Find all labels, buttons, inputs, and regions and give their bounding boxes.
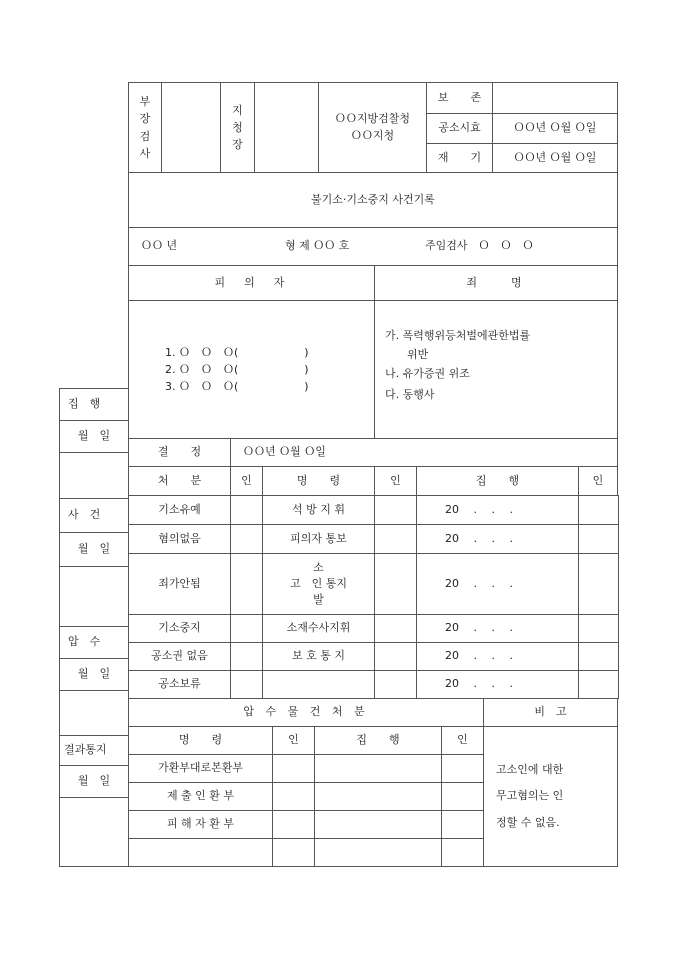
side-blank bbox=[59, 797, 129, 867]
side-execution: 집 행 bbox=[59, 388, 129, 421]
limitation-value: ＯＯ년 Ｏ월 Ｏ일 bbox=[492, 113, 618, 144]
seized-seal-header: 인 bbox=[272, 726, 315, 755]
disposition-execution-cell: 20 . . . bbox=[416, 524, 579, 554]
suspects-header: 피 의 자 bbox=[128, 265, 375, 301]
seal-cell bbox=[578, 524, 619, 554]
remarks-text: 고소인에 대한 무고혐의는 인 정할 수 없음. bbox=[483, 726, 618, 867]
disposition-execution-cell: 20 . . . bbox=[416, 553, 579, 615]
side-case: 사 건 bbox=[59, 498, 129, 533]
suspects-list bbox=[128, 300, 375, 439]
seal-cell bbox=[230, 524, 263, 554]
seal-cell bbox=[374, 495, 417, 525]
disposition-execution-cell: 20 . . . bbox=[416, 670, 579, 699]
seal-cell bbox=[374, 524, 417, 554]
charge-item: 가. 폭력행위등처벌에관한법률 위반 bbox=[385, 329, 531, 361]
approver1-sign-box bbox=[161, 82, 221, 173]
seal-col-header: 인 bbox=[374, 466, 417, 496]
charge-item: 다. 동행사 bbox=[385, 388, 435, 402]
seal-cell bbox=[272, 810, 315, 839]
charge-item: 나. 유가증권 위조 bbox=[385, 367, 470, 381]
seal-col-header: 인 bbox=[578, 466, 618, 496]
seized-order-cell: 피 해 자 환 부 bbox=[128, 810, 273, 839]
disposition-order-cell: 석 방 지 휘 bbox=[262, 495, 375, 525]
seal-cell bbox=[374, 553, 417, 615]
seal-cell bbox=[230, 553, 263, 615]
disposition-disposition-cell: 혐의없음 bbox=[128, 524, 231, 554]
disposition-execution-cell: 20 . . . bbox=[416, 642, 579, 671]
seized-order-header: 명 령 bbox=[128, 726, 273, 755]
disposition-order-cell: 소 고 인 통지 발 bbox=[262, 553, 375, 615]
side-notice-date: 월 일 bbox=[59, 765, 129, 798]
case-info-row bbox=[128, 227, 618, 266]
disposition-order-cell: 피의자 통보 bbox=[262, 524, 375, 554]
decision-value: ＯＯ년 Ｏ월 Ｏ일 bbox=[230, 438, 618, 467]
seal-cell bbox=[578, 642, 619, 671]
seal-cell bbox=[272, 782, 315, 811]
seized-execution-cell bbox=[314, 754, 442, 783]
seal-cell bbox=[230, 495, 263, 525]
seized-order-cell bbox=[128, 838, 273, 867]
execution-col-header: 집 행 bbox=[416, 466, 579, 496]
disposition-execution-cell: 20 . . . bbox=[416, 495, 579, 525]
seized-execution-cell bbox=[314, 810, 442, 839]
disposition-disposition-cell: 공소권 없음 bbox=[128, 642, 231, 671]
seized-execution-cell bbox=[314, 782, 442, 811]
seal-cell bbox=[578, 495, 619, 525]
case-year: ＯＯ 년 bbox=[141, 239, 178, 253]
decision-label: 결 정 bbox=[128, 438, 231, 467]
order-col-header: 명 령 bbox=[262, 466, 375, 496]
seal-cell bbox=[578, 614, 619, 643]
seized-header: 압 수 물 건 처 분 bbox=[128, 698, 484, 727]
approver2-sign-box bbox=[254, 82, 319, 173]
office-name: ＯＯ지방검찰청 ＯＯ지청 bbox=[318, 82, 427, 173]
side-seizure: 압 수 bbox=[59, 626, 129, 659]
side-execution-date: 월 일 bbox=[59, 420, 129, 453]
seal-cell bbox=[374, 614, 417, 643]
seal-cell bbox=[441, 810, 484, 839]
charges-list bbox=[374, 300, 618, 439]
remarks-header: 비 고 bbox=[483, 698, 618, 727]
seal-cell bbox=[441, 754, 484, 783]
disposition-disposition-cell: 기소유예 bbox=[128, 495, 231, 525]
preserve-label: 보 존 bbox=[426, 82, 493, 114]
disposition-order-cell: 보 호 통 지 bbox=[262, 642, 375, 671]
disposition-order-cell bbox=[262, 670, 375, 699]
disposition-order-cell: 소재수사지휘 bbox=[262, 614, 375, 643]
approver2-label: 지 청 장 bbox=[220, 82, 255, 173]
seal-cell bbox=[578, 553, 619, 615]
seized-execution-cell bbox=[314, 838, 442, 867]
seal-cell bbox=[272, 838, 315, 867]
preserve-value bbox=[492, 82, 618, 114]
side-notice: 결과통지 bbox=[59, 735, 129, 766]
seal-cell bbox=[230, 642, 263, 671]
seal-cell bbox=[272, 754, 315, 783]
seized-execution-header: 집 행 bbox=[314, 726, 442, 755]
side-blank bbox=[59, 690, 129, 736]
approver1-label: 부 장 검 사 bbox=[128, 82, 162, 173]
seal-cell bbox=[374, 642, 417, 671]
case-number: 형 제 ＯＯ 호 bbox=[285, 239, 350, 253]
limitation-label: 공소시효 bbox=[426, 113, 493, 144]
disposition-execution-cell: 20 . . . bbox=[416, 614, 579, 643]
side-blank bbox=[59, 566, 129, 627]
suspect-item: 1. Ｏ Ｏ Ｏ( ) bbox=[165, 345, 309, 359]
suspect-item: 2. Ｏ Ｏ Ｏ( ) bbox=[165, 362, 309, 376]
disposition-disposition-cell: 죄가안됨 bbox=[128, 553, 231, 615]
seized-order-cell: 가환부대로본환부 bbox=[128, 754, 273, 783]
charges-header: 죄 명 bbox=[374, 265, 618, 301]
suspect-item: 3. Ｏ Ｏ Ｏ( ) bbox=[165, 380, 309, 394]
prosecutor: 주임검사 Ｏ Ｏ Ｏ bbox=[425, 239, 534, 253]
document-title: 불기소·기소중지 사건기록 bbox=[128, 172, 618, 228]
side-blank bbox=[59, 452, 129, 499]
disposition-disposition-cell: 공소보류 bbox=[128, 670, 231, 699]
restart-label: 재 기 bbox=[426, 143, 493, 173]
side-seizure-date: 월 일 bbox=[59, 658, 129, 691]
seal-col-header: 인 bbox=[230, 466, 263, 496]
disposition-disposition-cell: 기소중지 bbox=[128, 614, 231, 643]
seized-order-cell: 제 출 인 환 부 bbox=[128, 782, 273, 811]
seal-cell bbox=[374, 670, 417, 699]
side-case-date: 월 일 bbox=[59, 532, 129, 567]
seal-cell bbox=[230, 670, 263, 699]
seal-cell bbox=[578, 670, 619, 699]
restart-value: ＯＯ년 Ｏ월 Ｏ일 bbox=[492, 143, 618, 173]
seal-cell bbox=[230, 614, 263, 643]
seized-seal-header: 인 bbox=[441, 726, 484, 755]
disposition-col-header: 처 분 bbox=[128, 466, 231, 496]
seal-cell bbox=[441, 782, 484, 811]
seal-cell bbox=[441, 838, 484, 867]
